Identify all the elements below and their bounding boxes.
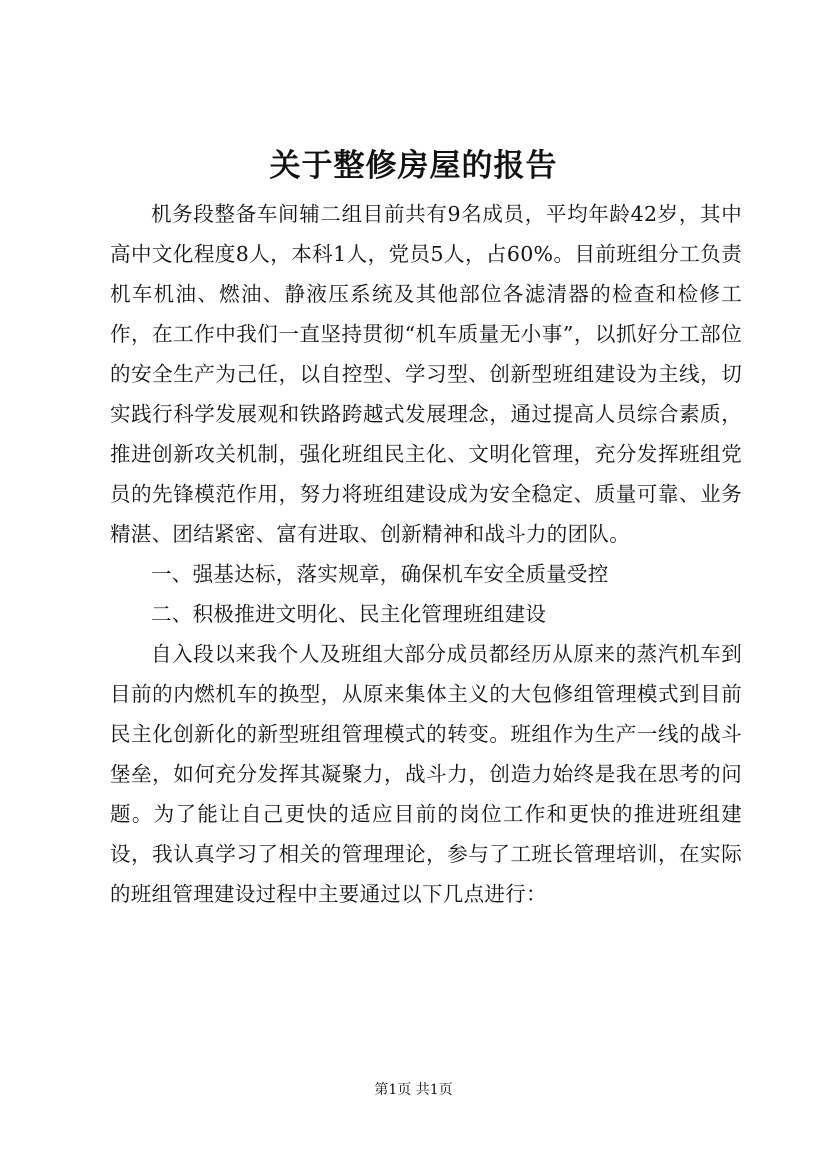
paragraph-team-overview: 机务段整备车间辅二组目前共有9名成员，平均年龄42岁，其中高中文化程度8人，本科1人，党员5人，占60%。目前班组分工负责机车机油、燃油、静液压系统及其他部位各滤清器的检查和检修工作，在工作中我们一直坚持贯彻“机车质量无小事”，以抓好分工部位的安全生产为己任，以自控型、学习型、创新型班组建设为主线，切实践行科学发展观和铁路跨越式发展理念，通过提高人员综合素质，推进创新攻关机制，强化班组民主化、文明化管理，充分发挥班组党员的先锋模范作用，努力将班组建设成为安全稳定、质量可靠、业务精湛、团结紧密、富有进取、创新精神和战斗力的团队。	[110, 202, 742, 546]
paragraph-management-experience: 自入段以来我个人及班组大部分成员都经历从原来的蒸汽机车到目前的内燃机车的换型，从原来集体主义的大包修组管理模式到目前民主化创新化的新型班组管理模式的转变。班组作为生产一线的战斗堡垒，如何充分发挥其凝聚力，战斗力，创造力始终是我在思考的问题。为了能让自己更快的适应目前的岗位工作和更快的推进班组建设，我认真学习了相关的管理理论，参与了工班长管理培训，在实际的班组管理建设过程中主要通过以下几点进行：	[110, 642, 742, 906]
page-footer: 第1页 共1页	[374, 1082, 453, 1098]
section-heading-2: 二、积极推进文明化、民主化管理班组建设	[151, 602, 547, 626]
document-body	[110, 194, 742, 914]
section-heading-1: 一、强基达标，落实规章，确保机车安全质量受控	[151, 562, 609, 586]
document-title: 关于整修房屋的报告	[269, 148, 558, 184]
